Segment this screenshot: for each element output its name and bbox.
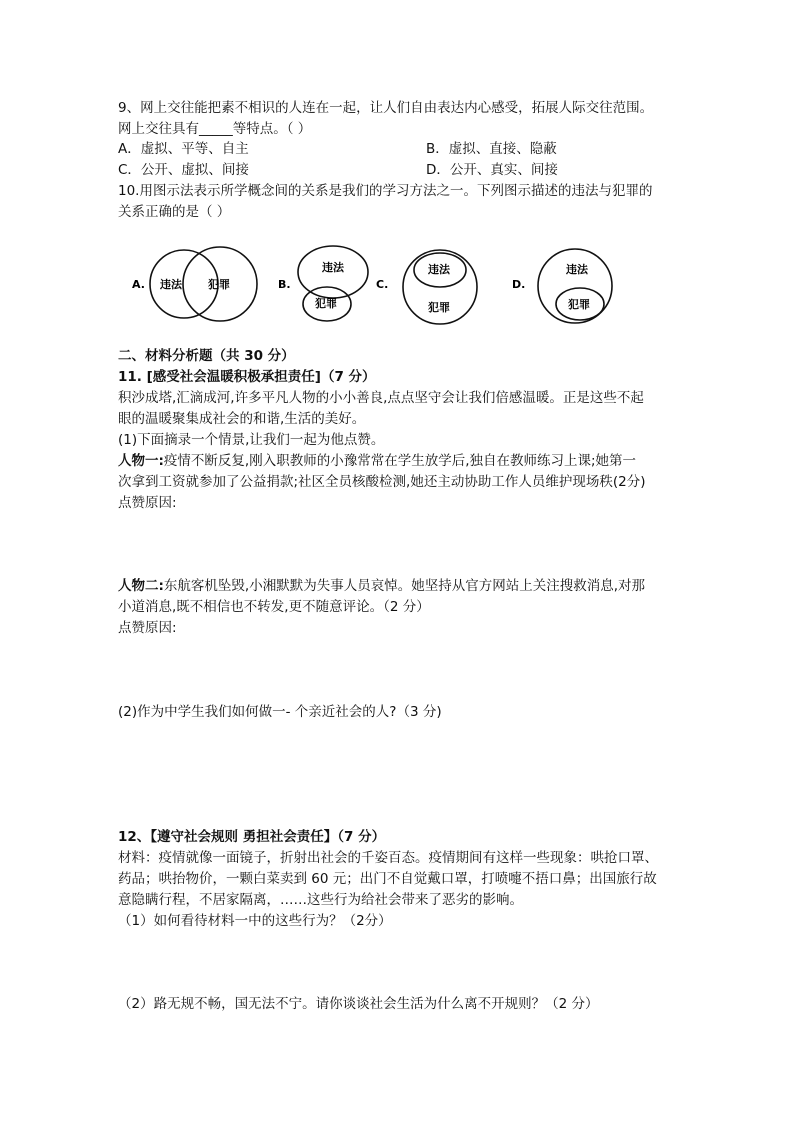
- q11-heading: 11. [感受社会温暖积极承担责任]（7 分）: [118, 369, 376, 385]
- q12-heading: 12、【遵守社会规则 勇担社会责任】（7 分）: [118, 829, 386, 845]
- q11-person1-label: 人物一:: [118, 453, 164, 469]
- q9-option-a: A．虚拟、平等、自主: [118, 141, 249, 157]
- diagram-d-label-illegal: 违法: [566, 263, 588, 276]
- diagram-b-label-illegal: 违法: [322, 261, 344, 274]
- q12-sub-question-1: （1）如何看待材料一中的这些行为？（2分）: [118, 913, 392, 929]
- diagram-c: [403, 250, 477, 324]
- diagram-a-label-illegal: 违法: [160, 278, 182, 291]
- section-title: 二、材料分析题（共 30 分）: [118, 348, 295, 364]
- diagram-c-label-illegal: 违法: [428, 263, 450, 276]
- q11-person2-line1: [118, 576, 645, 596]
- q11-sub-question-2: (2)作为中学生我们如何做一- 个亲近社会的人?（3 分): [118, 704, 442, 720]
- diagram-a: [150, 247, 257, 321]
- q12-material-line1: 材料：疫情就像一面镜子，折射出社会的千姿百态。疫情期间有这样一些现象：哄抢口罩、: [118, 850, 658, 866]
- diagram-b-label-crime: 犯罪: [315, 297, 337, 310]
- q12-material-line3: 意隐瞒行程，不居家隔离，……这些行为给社会带来了恶劣的影响。: [118, 892, 523, 908]
- q11-person2-reason: 点赞原因:: [118, 620, 177, 636]
- q12-material-line2: 药品；哄抬物价，一颗白菜卖到 60 元；出门不自觉戴口罩，打喷嚏不捂口鼻；出国旅行故: [118, 871, 657, 887]
- q9-stem-line1: 9、网上交往能把素不相识的人连在一起，让人们自由表达内心感受，拓展人际交往范围。: [118, 100, 654, 116]
- q11-intro-line1: 积沙成塔,汇滴成河,许多平凡人物的小小善良,点点坚守会让我们倍感温暖。正是这些不起: [118, 390, 644, 406]
- venn-diagrams: [120, 240, 640, 335]
- diagram-d-label-crime: 犯罪: [568, 298, 590, 311]
- diagram-a-letter: A.: [132, 278, 145, 291]
- q10-stem-line1: 10.用图示法表示所学概念间的关系是我们的学习方法之一。下列图示描述的违法与犯罪的: [118, 183, 653, 199]
- q11-person2-text1: 东航客机坠毁,小湘默默为失事人员哀悼。她坚持从官方网站上关注搜救消息,对那: [163, 578, 645, 594]
- q11-person1-reason: 点赞原因:: [118, 495, 177, 511]
- q9-stem-line2: 网上交往具有_____等特点。（ ）: [118, 121, 312, 137]
- q11-person1-text1: 疫情不断反复,刚入职教师的小豫常常在学生放学后,独自在教师练习上课;她第一: [163, 453, 637, 469]
- diagram-d: [538, 249, 612, 323]
- diagram-b: [298, 246, 368, 321]
- diagram-c-label-crime: 犯罪: [428, 301, 450, 314]
- q9-option-b: B．虚拟、直接、隐蔽: [426, 141, 557, 157]
- q11-intro-line2: 眼的温暖聚集成社会的和谐,生活的美好。: [118, 411, 366, 427]
- q11-sub-question-1: (1)下面摘录一个情景,让我们一起为他点赞。: [118, 432, 385, 448]
- q9-option-c: C．公开、虚拟、间接: [118, 162, 249, 178]
- q9-option-d: D．公开、真实、间接: [426, 162, 558, 178]
- q12-sub-question-2: （2）路无规不畅，国无法不宁。请你谈谈社会生活为什么离不开规则？（2 分）: [118, 996, 599, 1012]
- diagram-b-letter: B.: [278, 278, 291, 291]
- q11-person2-line2: 小道消息,既不相信也不转发,更不随意评论。（2 分）: [118, 599, 430, 615]
- q11-person1-line2: 次拿到工资就参加了公益捐款;社区全员核酸检测,她还主动协助工作人员维护现场秩(2分): [118, 474, 646, 490]
- diagram-a-label-crime: 犯罪: [208, 278, 230, 291]
- q11-person1-line1: [118, 451, 636, 471]
- diagram-d-letter: D.: [512, 278, 526, 291]
- diagram-c-letter: C.: [376, 278, 389, 291]
- q11-person2-label: 人物二:: [118, 578, 164, 594]
- q10-stem-line2: 关系正确的是（ ）: [118, 204, 231, 220]
